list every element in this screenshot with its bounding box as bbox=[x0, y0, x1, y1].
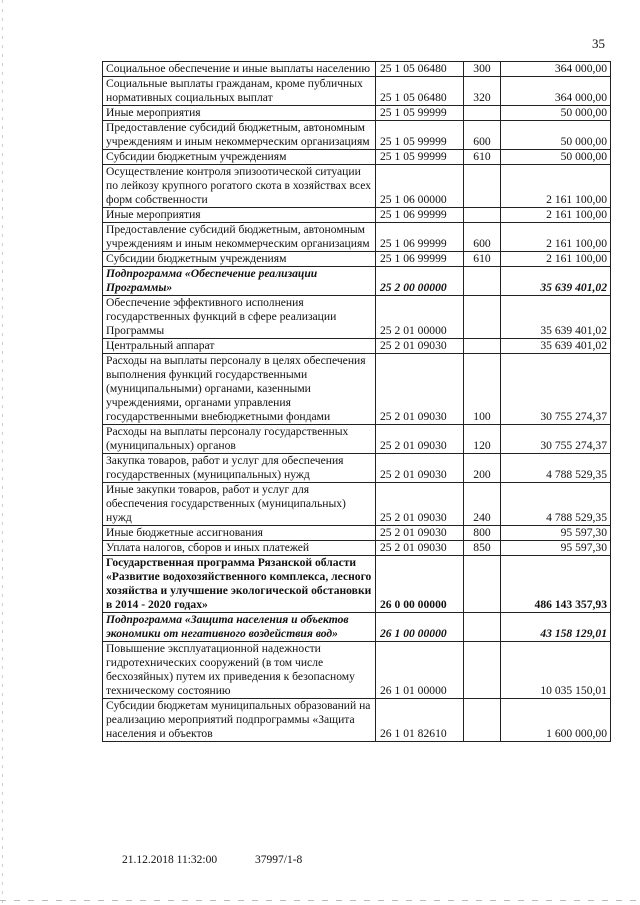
row-amount: 4 788 529,35 bbox=[501, 454, 611, 483]
row-type: 200 bbox=[464, 454, 501, 483]
row-amount: 50 000,00 bbox=[501, 121, 611, 150]
row-type: 240 bbox=[464, 483, 501, 526]
row-amount: 50 000,00 bbox=[501, 150, 611, 165]
table-row bbox=[103, 483, 611, 526]
row-code: 25 2 01 09030 bbox=[376, 454, 464, 483]
row-code: 25 1 05 99999 bbox=[376, 106, 464, 121]
table-row bbox=[103, 252, 611, 267]
row-amount: 95 597,30 bbox=[501, 526, 611, 541]
row-name: Осуществление контроля эпизоотической ситуации по лейкозу крупного рогатого скота в хозяйствах всех форм собственности bbox=[103, 165, 376, 208]
table-row bbox=[103, 106, 611, 121]
row-name: Социальное обеспечение и иные выплаты населению bbox=[103, 62, 376, 77]
row-code: 25 2 00 00000 bbox=[376, 267, 464, 296]
row-amount: 4 788 529,35 bbox=[501, 483, 611, 526]
table-row bbox=[103, 642, 611, 699]
row-code: 26 0 00 00000 bbox=[376, 556, 464, 613]
table-row bbox=[103, 425, 611, 454]
row-type: 300 bbox=[464, 62, 501, 77]
row-code: 25 1 05 06480 bbox=[376, 77, 464, 106]
row-type: 800 bbox=[464, 526, 501, 541]
row-code: 25 1 05 99999 bbox=[376, 150, 464, 165]
row-amount: 2 161 100,00 bbox=[501, 223, 611, 252]
budget-table-body bbox=[103, 62, 611, 742]
row-code: 25 1 06 99999 bbox=[376, 252, 464, 267]
row-name: Подпрограмма «Обеспечение реализации Программы» bbox=[103, 267, 376, 296]
row-code: 25 1 06 00000 bbox=[376, 165, 464, 208]
table-row bbox=[103, 208, 611, 223]
scan-edge-noise bbox=[2, 0, 3, 905]
row-name: Расходы на выплаты персоналу государственных (муниципальных) органов bbox=[103, 425, 376, 454]
table-row bbox=[103, 150, 611, 165]
row-type: 600 bbox=[464, 121, 501, 150]
row-amount: 35 639 401,02 bbox=[501, 296, 611, 339]
row-type: 100 bbox=[464, 354, 501, 425]
row-type bbox=[464, 208, 501, 223]
row-amount: 50 000,00 bbox=[501, 106, 611, 121]
row-type: 610 bbox=[464, 150, 501, 165]
row-code: 25 1 06 99999 bbox=[376, 208, 464, 223]
row-name: Уплата налогов, сборов и иных платежей bbox=[103, 541, 376, 556]
row-type bbox=[464, 267, 501, 296]
row-name: Закупка товаров, работ и услуг для обеспечения государственных (муниципальных) нужд bbox=[103, 454, 376, 483]
row-code: 26 1 00 00000 bbox=[376, 613, 464, 642]
row-amount: 30 755 274,37 bbox=[501, 425, 611, 454]
row-amount: 35 639 401,02 bbox=[501, 267, 611, 296]
row-amount: 364 000,00 bbox=[501, 62, 611, 77]
table-row bbox=[103, 121, 611, 150]
row-code: 26 1 01 00000 bbox=[376, 642, 464, 699]
row-type: 850 bbox=[464, 541, 501, 556]
row-code: 25 1 06 99999 bbox=[376, 223, 464, 252]
table-row bbox=[103, 613, 611, 642]
row-code: 25 2 01 09030 bbox=[376, 425, 464, 454]
row-code: 25 1 05 99999 bbox=[376, 121, 464, 150]
row-code: 26 1 01 82610 bbox=[376, 699, 464, 742]
row-type: 120 bbox=[464, 425, 501, 454]
row-code: 25 2 01 09030 bbox=[376, 354, 464, 425]
table-row bbox=[103, 339, 611, 354]
row-amount: 10 035 150,01 bbox=[501, 642, 611, 699]
table-row bbox=[103, 62, 611, 77]
row-code: 25 2 01 09030 bbox=[376, 483, 464, 526]
row-name: Иные мероприятия bbox=[103, 208, 376, 223]
row-name: Предоставление субсидий бюджетным, автономным учреждениям и иным некоммерческим организациям bbox=[103, 121, 376, 150]
row-name: Обеспечение эффективного исполнения государственных функций в сфере реализации Программы bbox=[103, 296, 376, 339]
row-name: Субсидии бюджетным учреждениям bbox=[103, 252, 376, 267]
budget-table bbox=[102, 61, 611, 742]
row-type bbox=[464, 165, 501, 208]
table-row bbox=[103, 267, 611, 296]
row-type bbox=[464, 642, 501, 699]
row-name: Повышение эксплуатационной надежности гидротехнических сооружений (в том числе бесхозяйных) путем их приведения к безопасному техническому состоянию bbox=[103, 642, 376, 699]
row-amount: 364 000,00 bbox=[501, 77, 611, 106]
row-name: Предоставление субсидий бюджетным, автономным учреждениям и иным некоммерческим организациям bbox=[103, 223, 376, 252]
row-type bbox=[464, 339, 501, 354]
table-row bbox=[103, 526, 611, 541]
row-name: Подпрограмма «Защита населения и объектов экономики от негативного воздействия вод» bbox=[103, 613, 376, 642]
row-type bbox=[464, 556, 501, 613]
footer-timestamp: 21.12.2018 11:32:00 bbox=[122, 854, 218, 866]
row-code: 25 2 01 09030 bbox=[376, 541, 464, 556]
scan-bottom-noise bbox=[0, 900, 640, 901]
row-code: 25 2 01 00000 bbox=[376, 296, 464, 339]
table-row bbox=[103, 354, 611, 425]
row-amount: 486 143 357,93 bbox=[501, 556, 611, 613]
row-code: 25 2 01 09030 bbox=[376, 339, 464, 354]
row-name: Субсидии бюджетным учреждениям bbox=[103, 150, 376, 165]
footer-doc-id: 37997/1-8 bbox=[255, 854, 303, 866]
row-amount: 1 600 000,00 bbox=[501, 699, 611, 742]
row-amount: 43 158 129,01 bbox=[501, 613, 611, 642]
row-name: Центральный аппарат bbox=[103, 339, 376, 354]
row-name: Субсидии бюджетам муниципальных образований на реализацию мероприятий подпрограммы «Защита населения и объектов bbox=[103, 699, 376, 742]
table-row bbox=[103, 77, 611, 106]
table-row bbox=[103, 699, 611, 742]
row-amount: 2 161 100,00 bbox=[501, 208, 611, 223]
table-row bbox=[103, 454, 611, 483]
table-row bbox=[103, 556, 611, 613]
row-amount: 30 755 274,37 bbox=[501, 354, 611, 425]
row-name: Иные мероприятия bbox=[103, 106, 376, 121]
table-row bbox=[103, 223, 611, 252]
row-code: 25 2 01 09030 bbox=[376, 526, 464, 541]
page-number: 35 bbox=[592, 36, 605, 51]
row-amount: 2 161 100,00 bbox=[501, 165, 611, 208]
row-type: 320 bbox=[464, 77, 501, 106]
row-amount: 35 639 401,02 bbox=[501, 339, 611, 354]
row-type bbox=[464, 106, 501, 121]
row-name: Иные бюджетные ассигнования bbox=[103, 526, 376, 541]
row-name: Расходы на выплаты персоналу в целях обеспечения выполнения функций государственными (муниципальными) органами, казенными учреждениями, органами управления государственными внебюджетными фондами bbox=[103, 354, 376, 425]
row-name: Социальные выплаты гражданам, кроме публичных нормативных социальных выплат bbox=[103, 77, 376, 106]
table-row bbox=[103, 541, 611, 556]
row-type bbox=[464, 296, 501, 339]
row-amount: 2 161 100,00 bbox=[501, 252, 611, 267]
table-row bbox=[103, 296, 611, 339]
table-row bbox=[103, 165, 611, 208]
row-type: 610 bbox=[464, 252, 501, 267]
row-type: 600 bbox=[464, 223, 501, 252]
row-code: 25 1 05 06480 bbox=[376, 62, 464, 77]
row-type bbox=[464, 699, 501, 742]
row-type bbox=[464, 613, 501, 642]
row-amount: 95 597,30 bbox=[501, 541, 611, 556]
row-name: Государственная программа Рязанской области «Развитие водохозяйственного комплекса, лесного хозяйства и улучшение экологической обстановки в 2014 - 2020 годах» bbox=[103, 556, 376, 613]
row-name: Иные закупки товаров, работ и услуг для обеспечения государственных (муниципальных) нужд bbox=[103, 483, 376, 526]
